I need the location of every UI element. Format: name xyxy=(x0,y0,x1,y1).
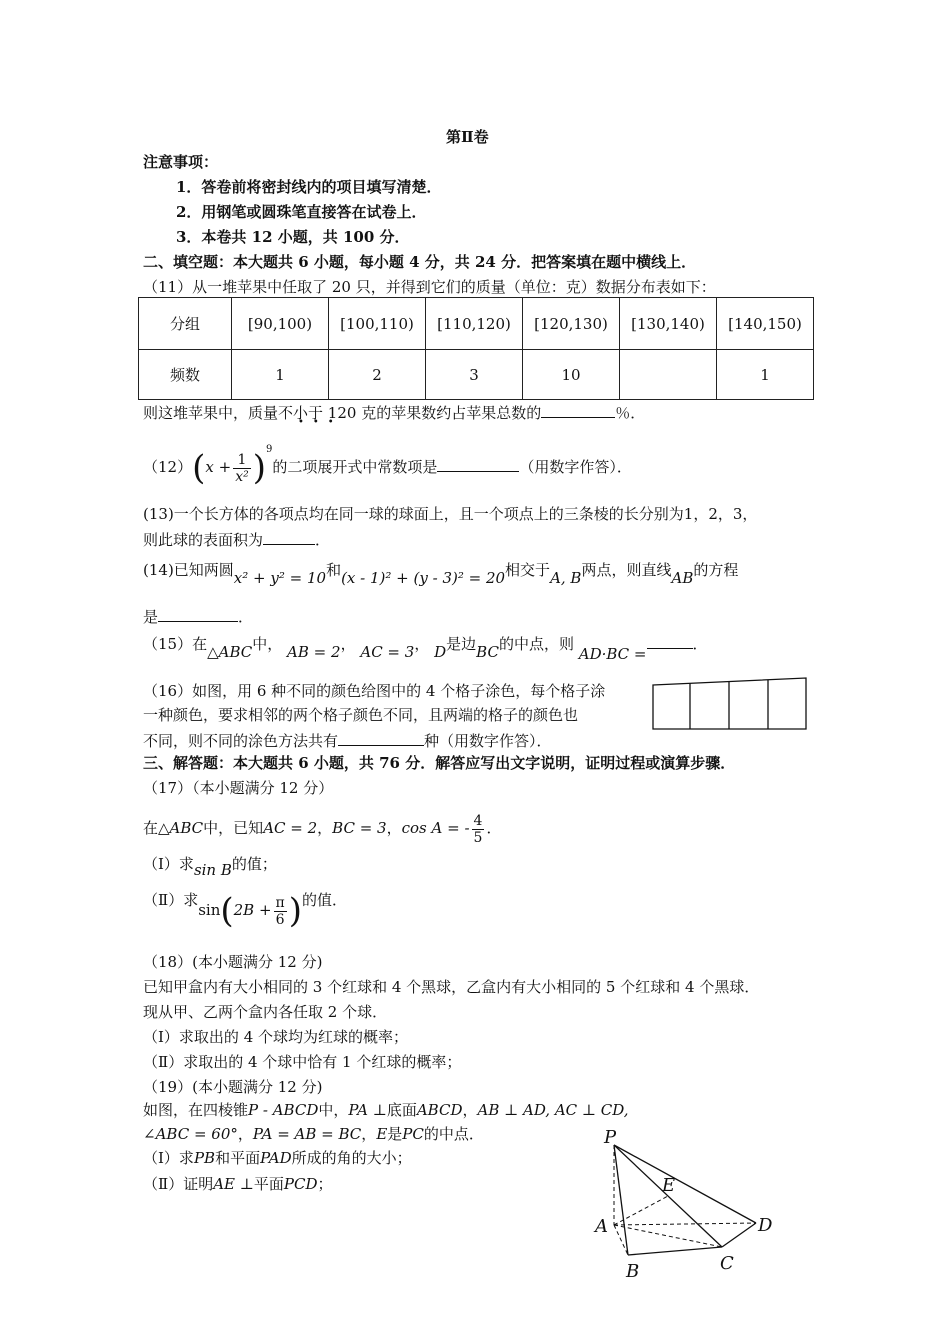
vertex-label-B: B xyxy=(626,1261,640,1282)
q16-line3: 不同，则不同的涂色方法共有 种（用数字作答）． xyxy=(143,729,552,751)
notice-item-1: 1．答卷前将密封线内的项目填写清楚． xyxy=(176,178,442,196)
count-cell: 1 xyxy=(717,350,814,400)
count-cell: 2 xyxy=(329,350,426,400)
frequency-table xyxy=(138,297,814,400)
row-label-count: 频数 xyxy=(139,350,232,400)
pyramid-figure xyxy=(590,1125,790,1285)
q17-part2: （Ⅱ）求sin(2B + $\frac{\pi}{6}$ )的值． xyxy=(143,891,348,931)
edge-AC xyxy=(614,1225,722,1247)
group-cell: [140,150) xyxy=(717,298,814,350)
notice-item-3: 3．本卷共 12 小题，共 100 分． xyxy=(176,228,410,246)
q17-stem: 在△ABC中，已知AC = 2，BC = 3，cos A = - $\frac{4}{5}$ ． xyxy=(143,812,502,846)
emphasis-dots: ••• xyxy=(298,417,343,428)
four-cell-figure xyxy=(650,676,810,732)
q12-line: （12）(x + $\frac{1}{\text{x²}}$ )$^9$的二项展开式中常数项是 （用数字作答）． xyxy=(143,444,632,488)
q17-part1: （Ⅰ）求sin B的值； xyxy=(143,855,277,879)
answer-blank[interactable] xyxy=(647,632,693,649)
q19-title: （19）(本小题满分 12 分) xyxy=(143,1078,323,1096)
group-cell: [90,100) xyxy=(232,298,329,350)
q18-line1: 已知甲盒内有大小相同的 3 个红球和 4 个黑球，乙盒内有大小相同的 5 个红球和 4 个黑球． xyxy=(143,978,760,996)
answer-blank[interactable] xyxy=(437,455,519,472)
row-label-group: 分组 xyxy=(139,298,232,350)
vertex-label-P: P xyxy=(604,1127,617,1148)
answer-blank[interactable] xyxy=(541,401,615,418)
q18-part1: （Ⅰ）求取出的 4 个球均为红球的概率； xyxy=(143,1028,409,1046)
answer-blank[interactable] xyxy=(263,528,315,545)
fraction: $\frac{4}{5}$ xyxy=(473,812,483,846)
group-cell: [130,140) xyxy=(620,298,717,350)
count-cell: 1 xyxy=(232,350,329,400)
q16-line2: 一种颜色，要求相邻的两个格子颜色不同，且两端的格子的颜色也 xyxy=(143,706,579,724)
edge-AD xyxy=(614,1223,756,1225)
group-cell: [110,120) xyxy=(426,298,523,350)
q15-line: （15）在△ABC中， AB = 2， AC = 3， D是边BC的中点，则 AD·BC =． xyxy=(143,630,708,658)
count-cell xyxy=(620,350,717,400)
q19-part2: （Ⅱ）证明AE ⊥平面PCD； xyxy=(143,1175,333,1193)
fraction: $\frac{\pi}{6}$ xyxy=(275,894,285,928)
edge-PB xyxy=(614,1145,628,1255)
vertex-label-E: E xyxy=(662,1175,676,1196)
vertex-label-A: A xyxy=(595,1216,608,1237)
count-cell: 3 xyxy=(426,350,523,400)
q17-title: （17）（本小题满分 12 分） xyxy=(143,779,334,797)
q19-line2: ∠ABC = 60°，PA = AB = BC，E是PC的中点． xyxy=(143,1125,484,1143)
q16-line1: （16）如图，用 6 种不同的颜色给图中的 4 个格子涂色，每个格子涂 xyxy=(143,682,606,700)
group-cell: [120,130) xyxy=(523,298,620,350)
answer-blank[interactable] xyxy=(158,605,238,622)
q11-stem: （11）从一堆苹果中任取了 20 只，并得到它们的质量（单位：克）数据分布表如下： xyxy=(143,278,716,296)
answer-blank[interactable] xyxy=(338,729,424,746)
q13-line1: (13)一个长方体的各项点均在同一球的球面上，且一个项点上的三条棱的长分别为1，2，3， xyxy=(143,505,758,523)
q18-part2: （Ⅱ）求取出的 4 个球中恰有 1 个红球的概率； xyxy=(143,1053,462,1071)
q18-title: （18）(本小题满分 12 分) xyxy=(143,953,323,971)
fraction: $\frac{1}{\text{x²}}$ xyxy=(235,451,249,485)
vertex-label-D: D xyxy=(758,1215,773,1236)
edge-CD xyxy=(722,1223,756,1247)
part2-heading: 二、填空题：本大题共 6 小题，每小题 4 分，共 24 分．把答案填在题中横线上． xyxy=(143,253,697,271)
notice-item-2: 2．用钢笔或圆珠笔直接答在试卷上． xyxy=(176,203,427,221)
q19-line1: 如图，在四棱锥P - ABCD中，PA ⊥底面ABCD，AB ⊥ AD, AC ⊥ CD, xyxy=(143,1101,629,1119)
group-cell: [100,110) xyxy=(329,298,426,350)
part3-heading: 三、解答题：本大题共 6 小题，共 76 分．解答应写出文字说明，证明过程或演算步骤． xyxy=(143,754,736,772)
vertex-label-C: C xyxy=(720,1253,734,1274)
section-title: 第Ⅱ卷 xyxy=(446,128,489,146)
q19-part1: （Ⅰ）求PB和平面PAD所成的角的大小； xyxy=(143,1149,412,1167)
count-cell: 10 xyxy=(523,350,620,400)
q13-line2: 则此球的表面积为 ． xyxy=(143,528,330,550)
q14-line1: (14)已知两圆x² + y² = 10和(x - 1)² + (y - 3)² = 20相交于A, B两点，则直线AB的方程 xyxy=(143,561,739,587)
q18-line2: 现从甲、乙两个盒内各任取 2 个球． xyxy=(143,1003,388,1021)
q14-line2: 是 ． xyxy=(143,605,253,627)
edge-BC xyxy=(628,1247,722,1255)
emphasis-text: 不小于 xyxy=(278,404,324,422)
notice-heading: 注意事项： xyxy=(143,153,219,171)
q11-tail: 则这堆苹果中，质量不小于 120 克的苹果数约占苹果总数的 ％． xyxy=(143,401,645,423)
